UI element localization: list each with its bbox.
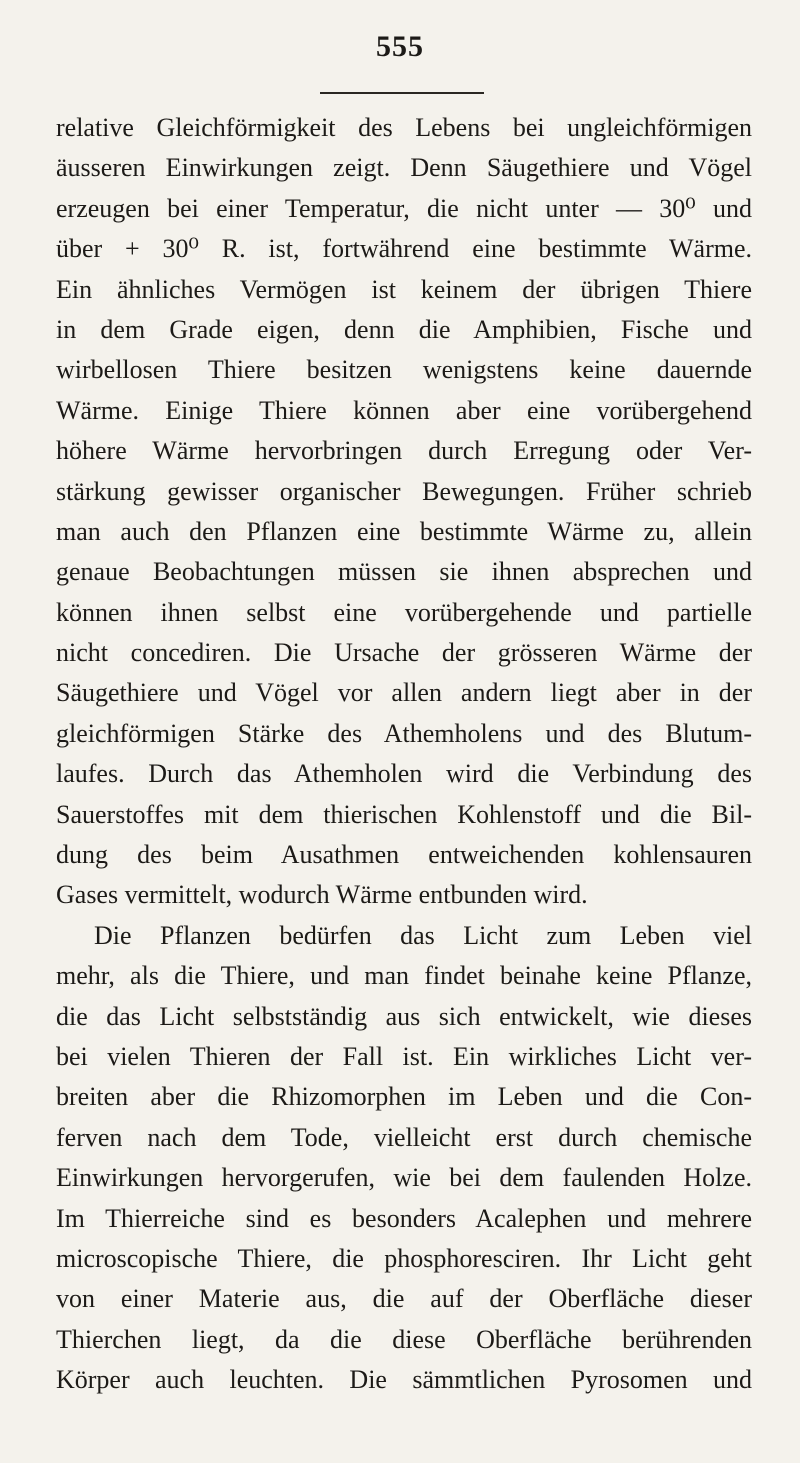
text-line: Säugethiere und Vögel vor allen andern liegt aber in der [56, 678, 752, 708]
text-line: bei vielen Thieren der Fall ist. Ein wirkliches Licht ver- [56, 1041, 752, 1071]
text-line: stärkung gewisser organischer Bewegungen. Früher schrieb [56, 476, 752, 506]
text-line: Sauerstoffes mit dem thierischen Kohlenstoff und die Bil- [56, 799, 752, 829]
text-line: Ein ähnliches Vermögen ist keinem der übrigen Thiere [56, 274, 752, 304]
text-line: mehr, als die Thiere, und man findet beinahe keine Pflanze, [56, 961, 752, 991]
body-text [56, 108, 752, 1401]
page-number: 555 [376, 30, 424, 63]
text-line: Im Thierreiche sind es besonders Acalephen und mehrere [56, 1203, 752, 1233]
text-line: können ihnen selbst eine vorübergehende und partielle [56, 597, 752, 627]
text-line: breiten aber die Rhizomorphen im Leben und die Con- [56, 1082, 752, 1112]
text-line: wirbellosen Thiere besitzen wenigstens keine dauernde [56, 355, 752, 385]
text-line: von einer Materie aus, die auf der Oberfläche dieser [56, 1284, 752, 1314]
text-line: gleichförmigen Stärke des Athemholens und des Blutum- [56, 718, 752, 748]
text-line: Körper auch leuchten. Die sämmtlichen Pyrosomen und [56, 1365, 752, 1395]
header-rule [320, 92, 484, 94]
text-line: erzeugen bei einer Temperatur, die nicht unter — 30⁰ und [56, 193, 752, 223]
text-line-paragraph-start: Die Pflanzen bedürfen das Licht zum Leben viel [94, 920, 752, 950]
text-line: die das Licht selbstständig aus sich entwickelt, wie dieses [56, 1001, 752, 1031]
text-line: Thierchen liegt, da die diese Oberfläche berührenden [56, 1324, 752, 1354]
text-line: äusseren Einwirkungen zeigt. Denn Säugethiere und Vögel [56, 153, 752, 183]
text-line: Gases vermittelt, wodurch Wärme entbunden wird. [56, 880, 588, 910]
text-line: dung des beim Ausathmen entweichenden kohlensauren [56, 840, 752, 870]
text-line: in dem Grade eigen, denn die Amphibien, Fische und [56, 314, 752, 344]
text-line: über + 30⁰ R. ist, fortwährend eine bestimmte Wärme. [56, 234, 752, 264]
text-line: ferven nach dem Tode, vielleicht erst durch chemische [56, 1122, 752, 1152]
text-line: Wärme. Einige Thiere können aber eine vorübergehend [56, 395, 752, 425]
text-line: microscopische Thiere, die phosphoresciren. Ihr Licht geht [56, 1243, 752, 1273]
text-line: Einwirkungen hervorgerufen, wie bei dem faulenden Holze. [56, 1163, 752, 1193]
text-line: genaue Beobachtungen müssen sie ihnen absprechen und [56, 557, 752, 587]
text-line: höhere Wärme hervorbringen durch Erregung oder Ver- [56, 436, 752, 466]
text-line: laufes. Durch das Athemholen wird die Verbindung des [56, 759, 752, 789]
text-line: man auch den Pflanzen eine bestimmte Wärme zu, allein [56, 516, 752, 546]
text-line: relative Gleichförmigkeit des Lebens bei ungleichförmigen [56, 113, 752, 142]
text-line: nicht concediren. Die Ursache der grösseren Wärme der [56, 638, 752, 668]
